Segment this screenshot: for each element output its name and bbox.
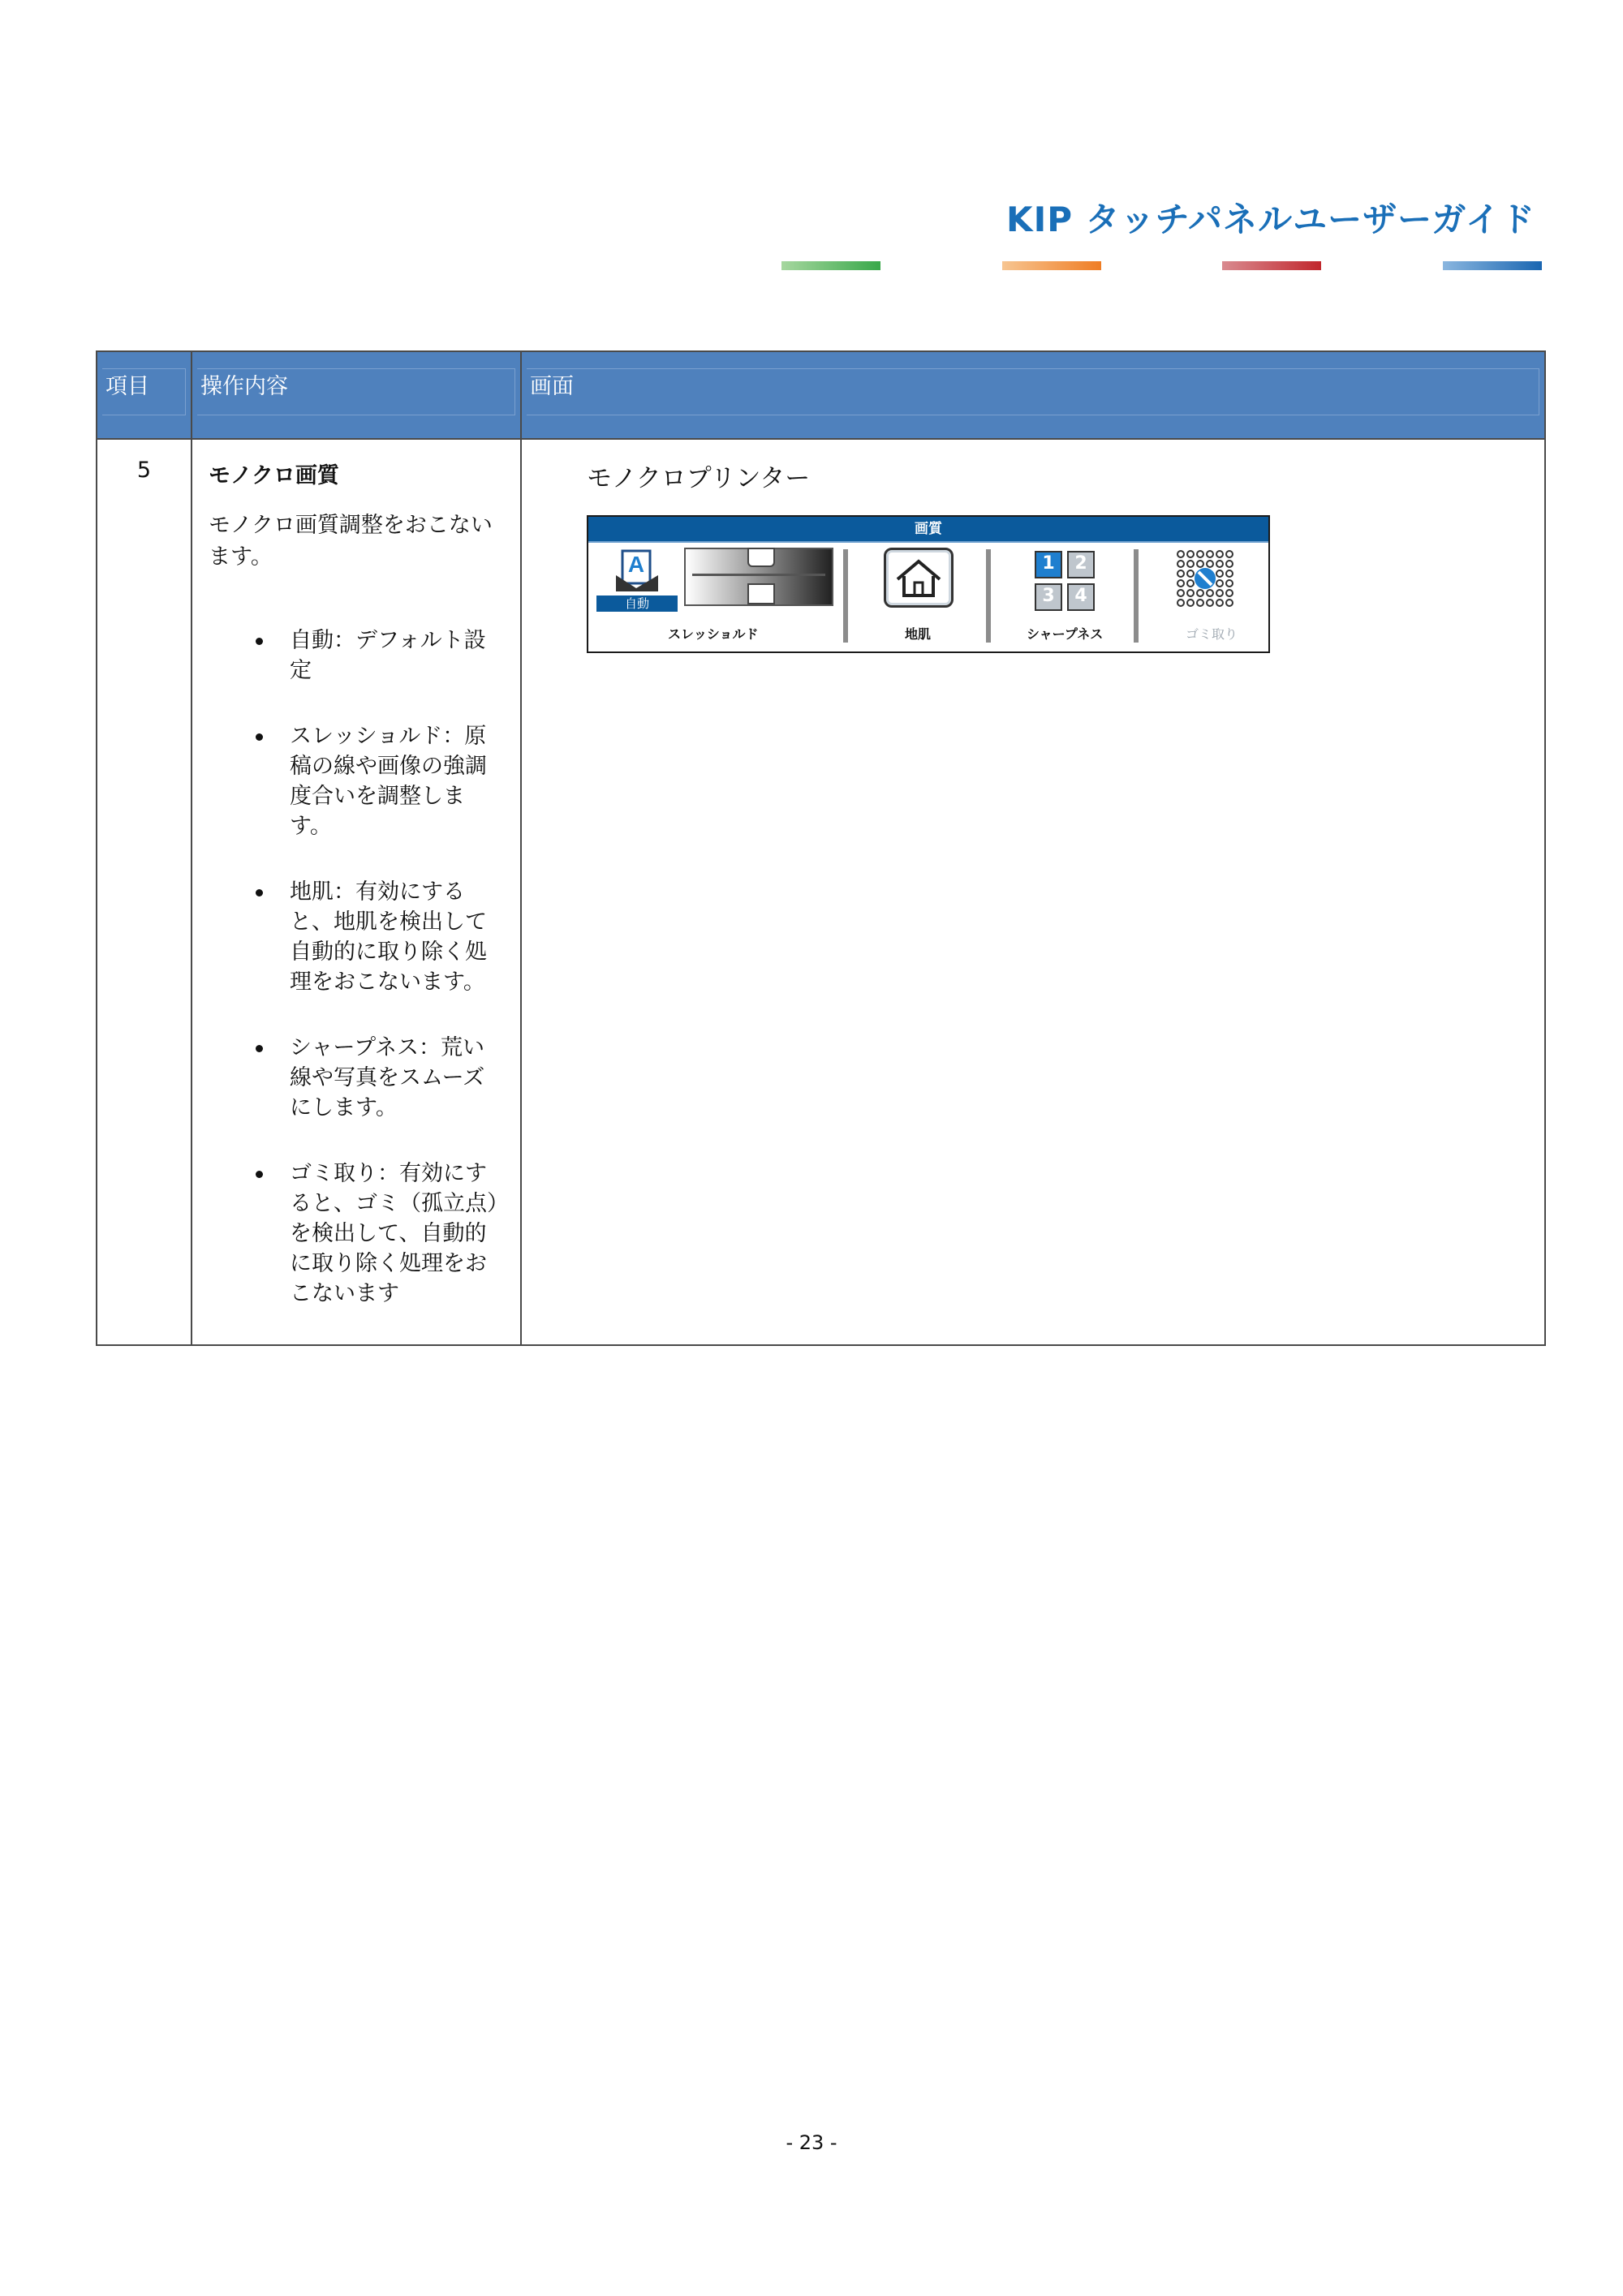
item-intro: モノクロ画質調整をおこないます。: [209, 513, 493, 570]
sharpness-2: 2: [1067, 551, 1095, 578]
bullet-threshold: スレッショルド：原稿の線や画像の強調度合いを調整します。: [256, 721, 504, 841]
threshold-slider[interactable]: [684, 548, 833, 606]
header-item: [97, 351, 192, 439]
sharpness-label: シャープネス: [1027, 626, 1104, 642]
row-number: 5: [97, 439, 192, 1345]
panel-title: 画質: [588, 517, 1268, 543]
document-title: KIP タッチパネルユーザーガイド: [1006, 200, 1535, 239]
item-title: モノクロ画質: [209, 463, 339, 488]
accent-bar-blue: [1443, 261, 1542, 270]
image-quality-panel: [587, 515, 1270, 653]
sharpness-1: 1: [1035, 551, 1062, 578]
row-description: [192, 439, 521, 1345]
accent-bar-orange: [1002, 261, 1101, 270]
background-button[interactable]: [884, 548, 954, 608]
despeckle-button[interactable]: [1174, 548, 1239, 613]
bullet-auto: 自動：デフォルト設定: [256, 626, 504, 686]
bullet-despeckle: ゴミ取り：有効にすると、ゴミ（孤立点）を検出して、自動的に取り除く処理をおこないます: [256, 1159, 504, 1309]
separator: [986, 549, 991, 643]
threshold-label: スレッショルド: [668, 626, 759, 642]
despeckle-label: ゴミ取り: [1186, 626, 1238, 642]
screen-heading: モノクロプリンター: [587, 464, 811, 493]
header-screen: [521, 351, 1545, 439]
bullet-background: 地肌：有効にすると、地肌を検出して自動的に取り除く処理をおこないます。: [256, 877, 504, 997]
spec-table: [96, 350, 1546, 1346]
background-label: 地肌: [905, 626, 932, 642]
accent-bar-green: [781, 261, 880, 270]
auto-label: 自動: [596, 595, 678, 612]
sharpness-3: 3: [1035, 583, 1062, 611]
header-operation-label: 操作内容: [200, 374, 288, 399]
table-row: [97, 439, 1545, 1345]
row-screen: [521, 439, 1545, 1345]
feature-list: [209, 626, 504, 1309]
separator: [843, 549, 848, 643]
threshold-knob-top[interactable]: [747, 548, 775, 567]
sharpness-button[interactable]: [1035, 551, 1100, 616]
header-operation: [192, 351, 521, 439]
auto-document-icon: [596, 548, 678, 598]
accent-bar-red: [1222, 261, 1321, 270]
threshold-knob-bottom[interactable]: [747, 583, 775, 604]
svg-text:A: A: [627, 552, 645, 577]
separator: [1134, 549, 1139, 643]
dot-matrix-icon: [1174, 548, 1239, 613]
house-icon: [886, 550, 951, 605]
page-number: - 23 -: [786, 2131, 837, 2154]
sharpness-4: 4: [1067, 583, 1095, 611]
header-item-label: 項目: [105, 374, 149, 399]
header-screen-label: 画面: [530, 374, 574, 399]
bullet-sharpness: シャープネス：荒い線や写真をスムーズにします。: [256, 1033, 504, 1123]
table-header-row: [97, 351, 1545, 439]
